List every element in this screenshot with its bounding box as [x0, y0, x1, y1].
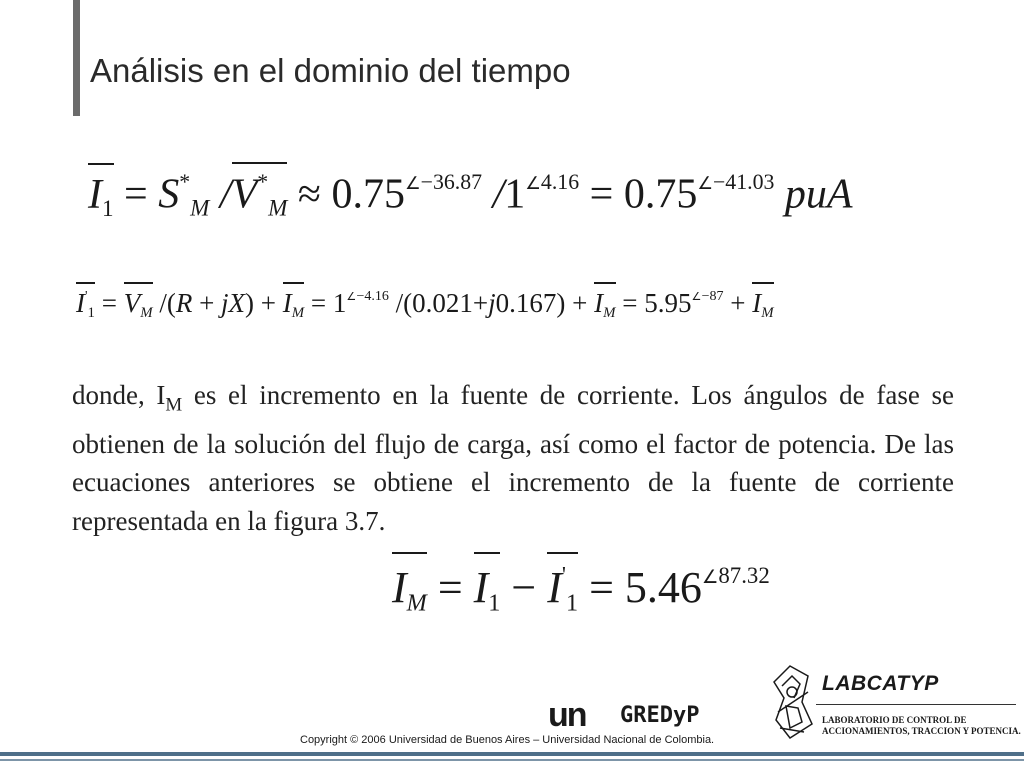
phasor-im: $I_M$	[282, 288, 305, 322]
phasor-i1: I1	[88, 171, 114, 221]
labcatyp-divider	[816, 704, 1016, 705]
phasor-vm: $V_M$	[123, 288, 153, 322]
labcatyp-subtitle: LABORATORIO DE CONTROL DE ACCIONAMIENTOS, TRACCION Y POTENCIA.	[822, 715, 1021, 736]
title-accent-bar	[73, 0, 80, 116]
slide-title: Análisis en el dominio del tiempo	[90, 52, 571, 89]
equation-current-i1-prime: $I'1 = V_M$ $/(R + jX) + I_M = 1^{\angle-4.16}$ $/(0.021+j0.167) + I_M = 5.95^{\angle-87} + I_M$	[76, 288, 774, 322]
equation-current-im: $I_M = I1 - I'1 = 5.46^{\angle 87.32}$	[392, 562, 770, 617]
phasor-im: $I_M$	[392, 563, 427, 617]
equation-current-i1: $I1 = S^*_M$ $/V^*_M \approx 0.75^{\angle-36.87}$ $/1^{\angle 4.16} = 0.75^{\angle-41.03}$ puA	[88, 170, 853, 221]
copyright-text: Copyright © 2006 Universidad de Buenos Aires – Universidad Nacional de Colombia.	[300, 734, 715, 746]
phasor-im: $I_M$	[594, 288, 616, 322]
un-logo: un	[548, 696, 586, 734]
body-paragraph: donde, $I_M$ es el incremento en la fuente de corriente. Los ángulos de fase se obtienen de la solución del flujo de carga, así como el factor de potencia. De las ecuaciones anteriores se obtiene el incremento de la fuente de corriente representada en la figura 3.7.	[72, 380, 954, 536]
phasor-i1-prime: I'1	[547, 562, 579, 617]
phasor-vm-conj: $V^*_M$	[231, 170, 288, 221]
labcatyp-name: LABCATYP	[822, 672, 939, 695]
phasor-im: $I_M$	[752, 288, 774, 322]
phasor-i1: I1	[473, 563, 501, 617]
labcatyp-emblem-icon	[768, 662, 818, 742]
gredyp-logo: GREDyP	[620, 703, 700, 728]
footer-rule	[0, 752, 1024, 756]
footer-rule-thin	[0, 759, 1024, 761]
phasor-i1-prime: I'1	[76, 288, 95, 322]
